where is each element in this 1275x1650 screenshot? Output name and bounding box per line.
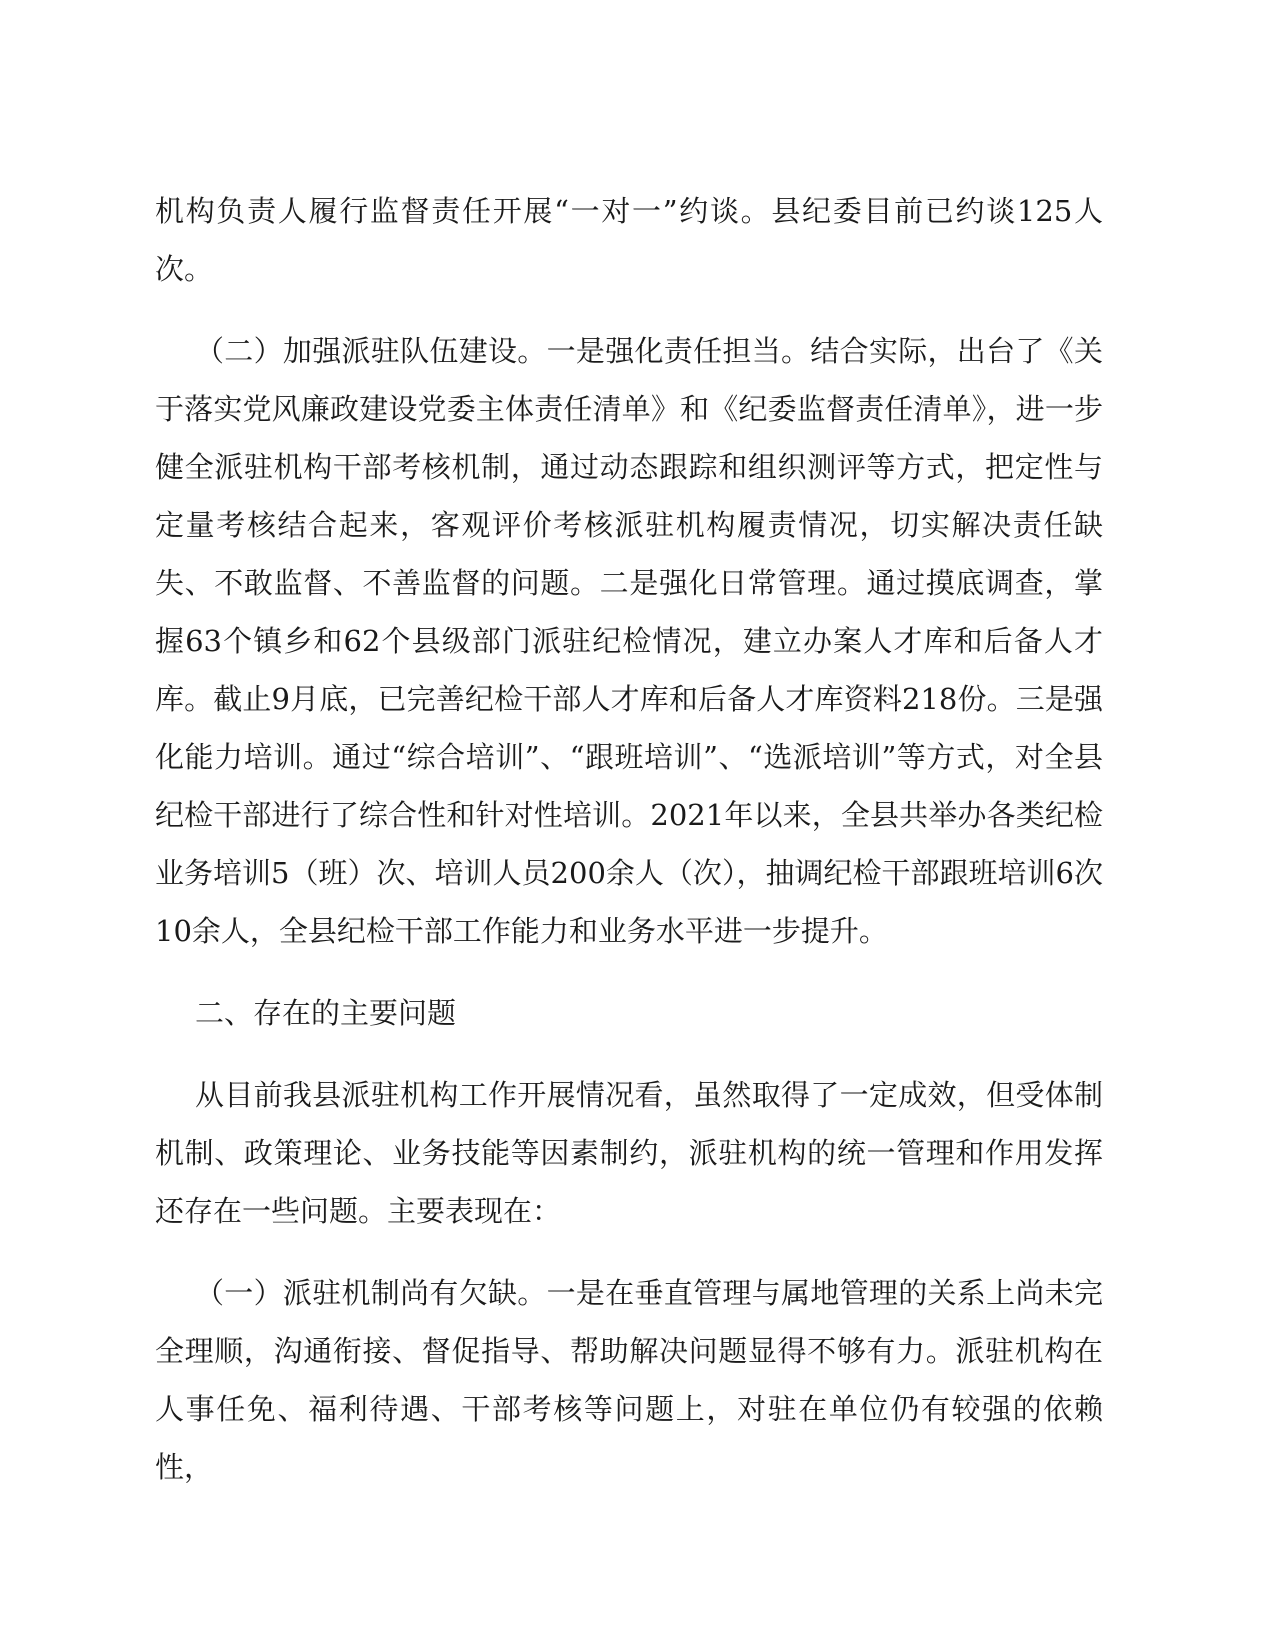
paragraph-mechanism-deficiency: （一）派驻机制尚有欠缺。一是在垂直管理与属地管理的关系上尚未完全理顺，沟通衔接、督促指导、帮助解决问题显得不够有力。派驻机构在人事任免、福利待遇、干部考核等问题上，对驻在单位仍有较强的依赖性， bbox=[155, 1276, 1103, 1484]
document-body bbox=[155, 182, 1103, 1496]
paragraph-problems-intro: 从目前我县派驻机构工作开展情况看，虽然取得了一定成效，但受体制机制、政策理论、业务技能等因素制约，派驻机构的统一管理和作用发挥还存在一些问题。主要表现在： bbox=[155, 1078, 1103, 1228]
paragraph-team-building: （二）加强派驻队伍建设。一是强化责任担当。结合实际，出台了《关于落实党风廉政建设党委主体责任清单》和《纪委监督责任清单》，进一步健全派驻机构干部考核机制，通过动态跟踪和组织测评等方式，把定性与定量考核结合起来，客观评价考核派驻机构履责情况，切实解决责任缺失、不敢监督、不善监督的问题。二是强化日常管理。通过摸底调查，掌握63个镇乡和62个县级部门派驻纪检情况，建立办案人才库和后备人才库。截止9月底，已完善纪检干部人才库和后备人才库资料218份。三是强化能力培训。通过“综合培训”、“跟班培训”、“选派培训”等方式，对全县纪检干部进行了综合性和针对性培训。2021年以来，全县共举办各类纪检业务培训5（班）次、培训人员200余人（次），抽调纪检干部跟班培训6次10余人，全县纪检干部工作能力和业务水平进一步提升。 bbox=[155, 334, 1103, 948]
section-heading-main-problems: 二、存在的主要问题 bbox=[195, 996, 457, 1030]
paragraph-continuation: 机构负责人履行监督责任开展“一对一”约谈。县纪委目前已约谈125人次。 bbox=[155, 194, 1103, 286]
